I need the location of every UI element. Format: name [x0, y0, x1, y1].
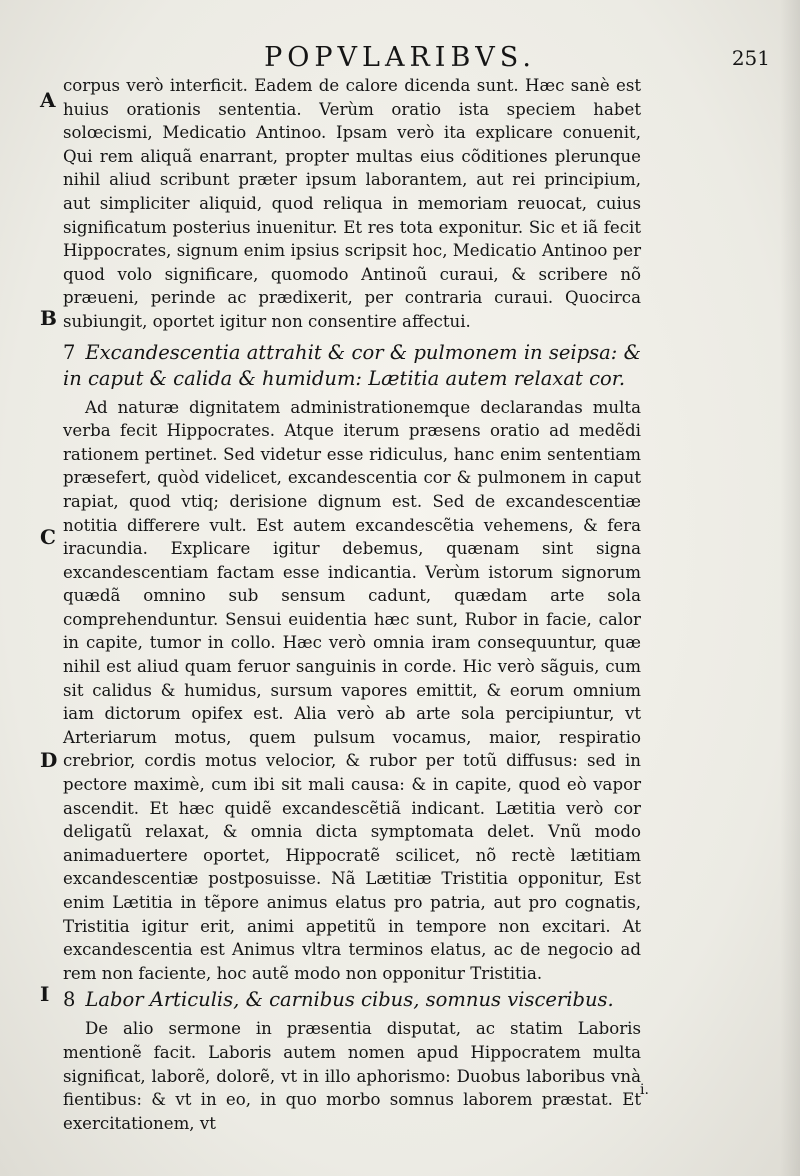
page-edge-shadow	[780, 0, 800, 1176]
page-number: 251	[731, 46, 770, 70]
stray-mark: i.	[640, 1082, 649, 1098]
body-text	[63, 74, 641, 1135]
margin-letter-a: A	[40, 88, 56, 112]
aphorism-8	[63, 987, 641, 1013]
margin-letter-b: B	[40, 306, 57, 330]
margin-letter-d: D	[40, 748, 58, 772]
aphorism-number: 8	[63, 988, 76, 1012]
aphorism-7	[63, 340, 641, 392]
paragraph: De alio sermone in præsentia disputat, ac statim Laboris mentionẽ facit. Laboris autem nomen apud Hippocratem multa significat, laborẽ, dolorẽ, vt in illo aphorismo: Duobus laboribus vnà fientibus: & vt in eo, in quo morbo somnus laborem præstat. Et exercitationem, vt	[63, 1019, 641, 1133]
running-title: POPVLARIBVS.	[264, 42, 536, 73]
aphorism-number: 7	[63, 340, 76, 364]
margin-letter-c: C	[40, 525, 56, 549]
margin-letter-i: I	[40, 982, 50, 1006]
aphorism-text: Labor Articulis, & carnibus cibus, somnus visceribus.	[85, 988, 614, 1012]
aphorism-text: Excandescentia attrahit & cor & pulmonem in seipsa: & in caput & calida & humidum: Lætitia autem relaxat cor.	[63, 340, 641, 390]
paragraph: corpus verò interficit. Eadem de calore dicenda sunt. Hæc sanè est huius orationis sententia. Verùm oratio ista speciem habet solœcismi, Medicatio Antinoo. Ipsam verò ita explicare conuenit, Qui rem aliquã enarrant, propter multas eius cõditiones plerunque nihil aliud scribunt præter ipsum laborantem, aut rei principium, aut simpliciter aliquid, quod reliqua in memoriam reuocat, cuius significatum posterius inuenitur. Et res tota exponitur. Sic et iã fecit Hippocrates, signum enim ipsius scripsit hoc, Medicatio Antinoo per quod volo significare, quomodo Antinoũ curaui, & scribere nõ præueni, perinde ac prædixerit, per contraria curaui. Quocirca subiungit, oportet igitur non consentire affectui.	[63, 76, 641, 331]
paragraph: Ad naturæ dignitatem administrationemque declarandas multa verba fecit Hippocrates. Atque iterum præsens oratio ad medẽdi rationem pertinet. Sed videtur esse ridiculus, hanc enim sententiam præsefert, quòd videlicet, excandescentia cor & pulmonem in caput rapiat, quod vtiq; derisione dignum est. Sed de excandescentiæ notitia differere vult. Est autem excandescẽtia vehemens, & fera iracundia. Explicare igitur debemus, quænam sint signa excandescentiam factam esse indicantia. Verùm istorum signorum quædã omnino sub sensum cadunt, quædam arte sola comprehenduntur. Sensui euidentia hæc sunt, Rubor in facie, calor in capite, tumor in collo. Hæc verò omnia iram consequuntur, quæ nihil est aliud quam feruor sanguinis in corde. Hic verò sãguis, cum sit calidus & humidus, sursum vapores emittit, & eorum omnium iam dictorum opifex est. Alia verò ab arte sola percipiuntur, vt Arteriarum motus, quem pulsum vocamus, maior, respiratio crebrior, cordis motus velocior, & rubor per totũ diffusus: sed in pectore maximè, cum ibi sit mali causa: & in capite, quod eò vapor ascendit. Et hæc quidẽ excandescẽtiã indicant. Lætitia verò cor deligatũ relaxat, & omnia dicta symptomata delet. Vnũ modo animaduertere oportet, Hippocratẽ scilicet, nõ rectè lætitiam excandescentiæ postposuisse. Nã Lætitiæ Tristitia opponitur, Est enim Lætitia in tẽpore animus elatus pro patria, aut pro cognatis, Tristitia igitur erit, animi appetitũ in tempore non excitari. At excandescentia est Animus vltra terminos elatus, ac de negocio ad rem non faciente, hoc autẽ modo non opponitur Tristitia.	[63, 397, 641, 983]
